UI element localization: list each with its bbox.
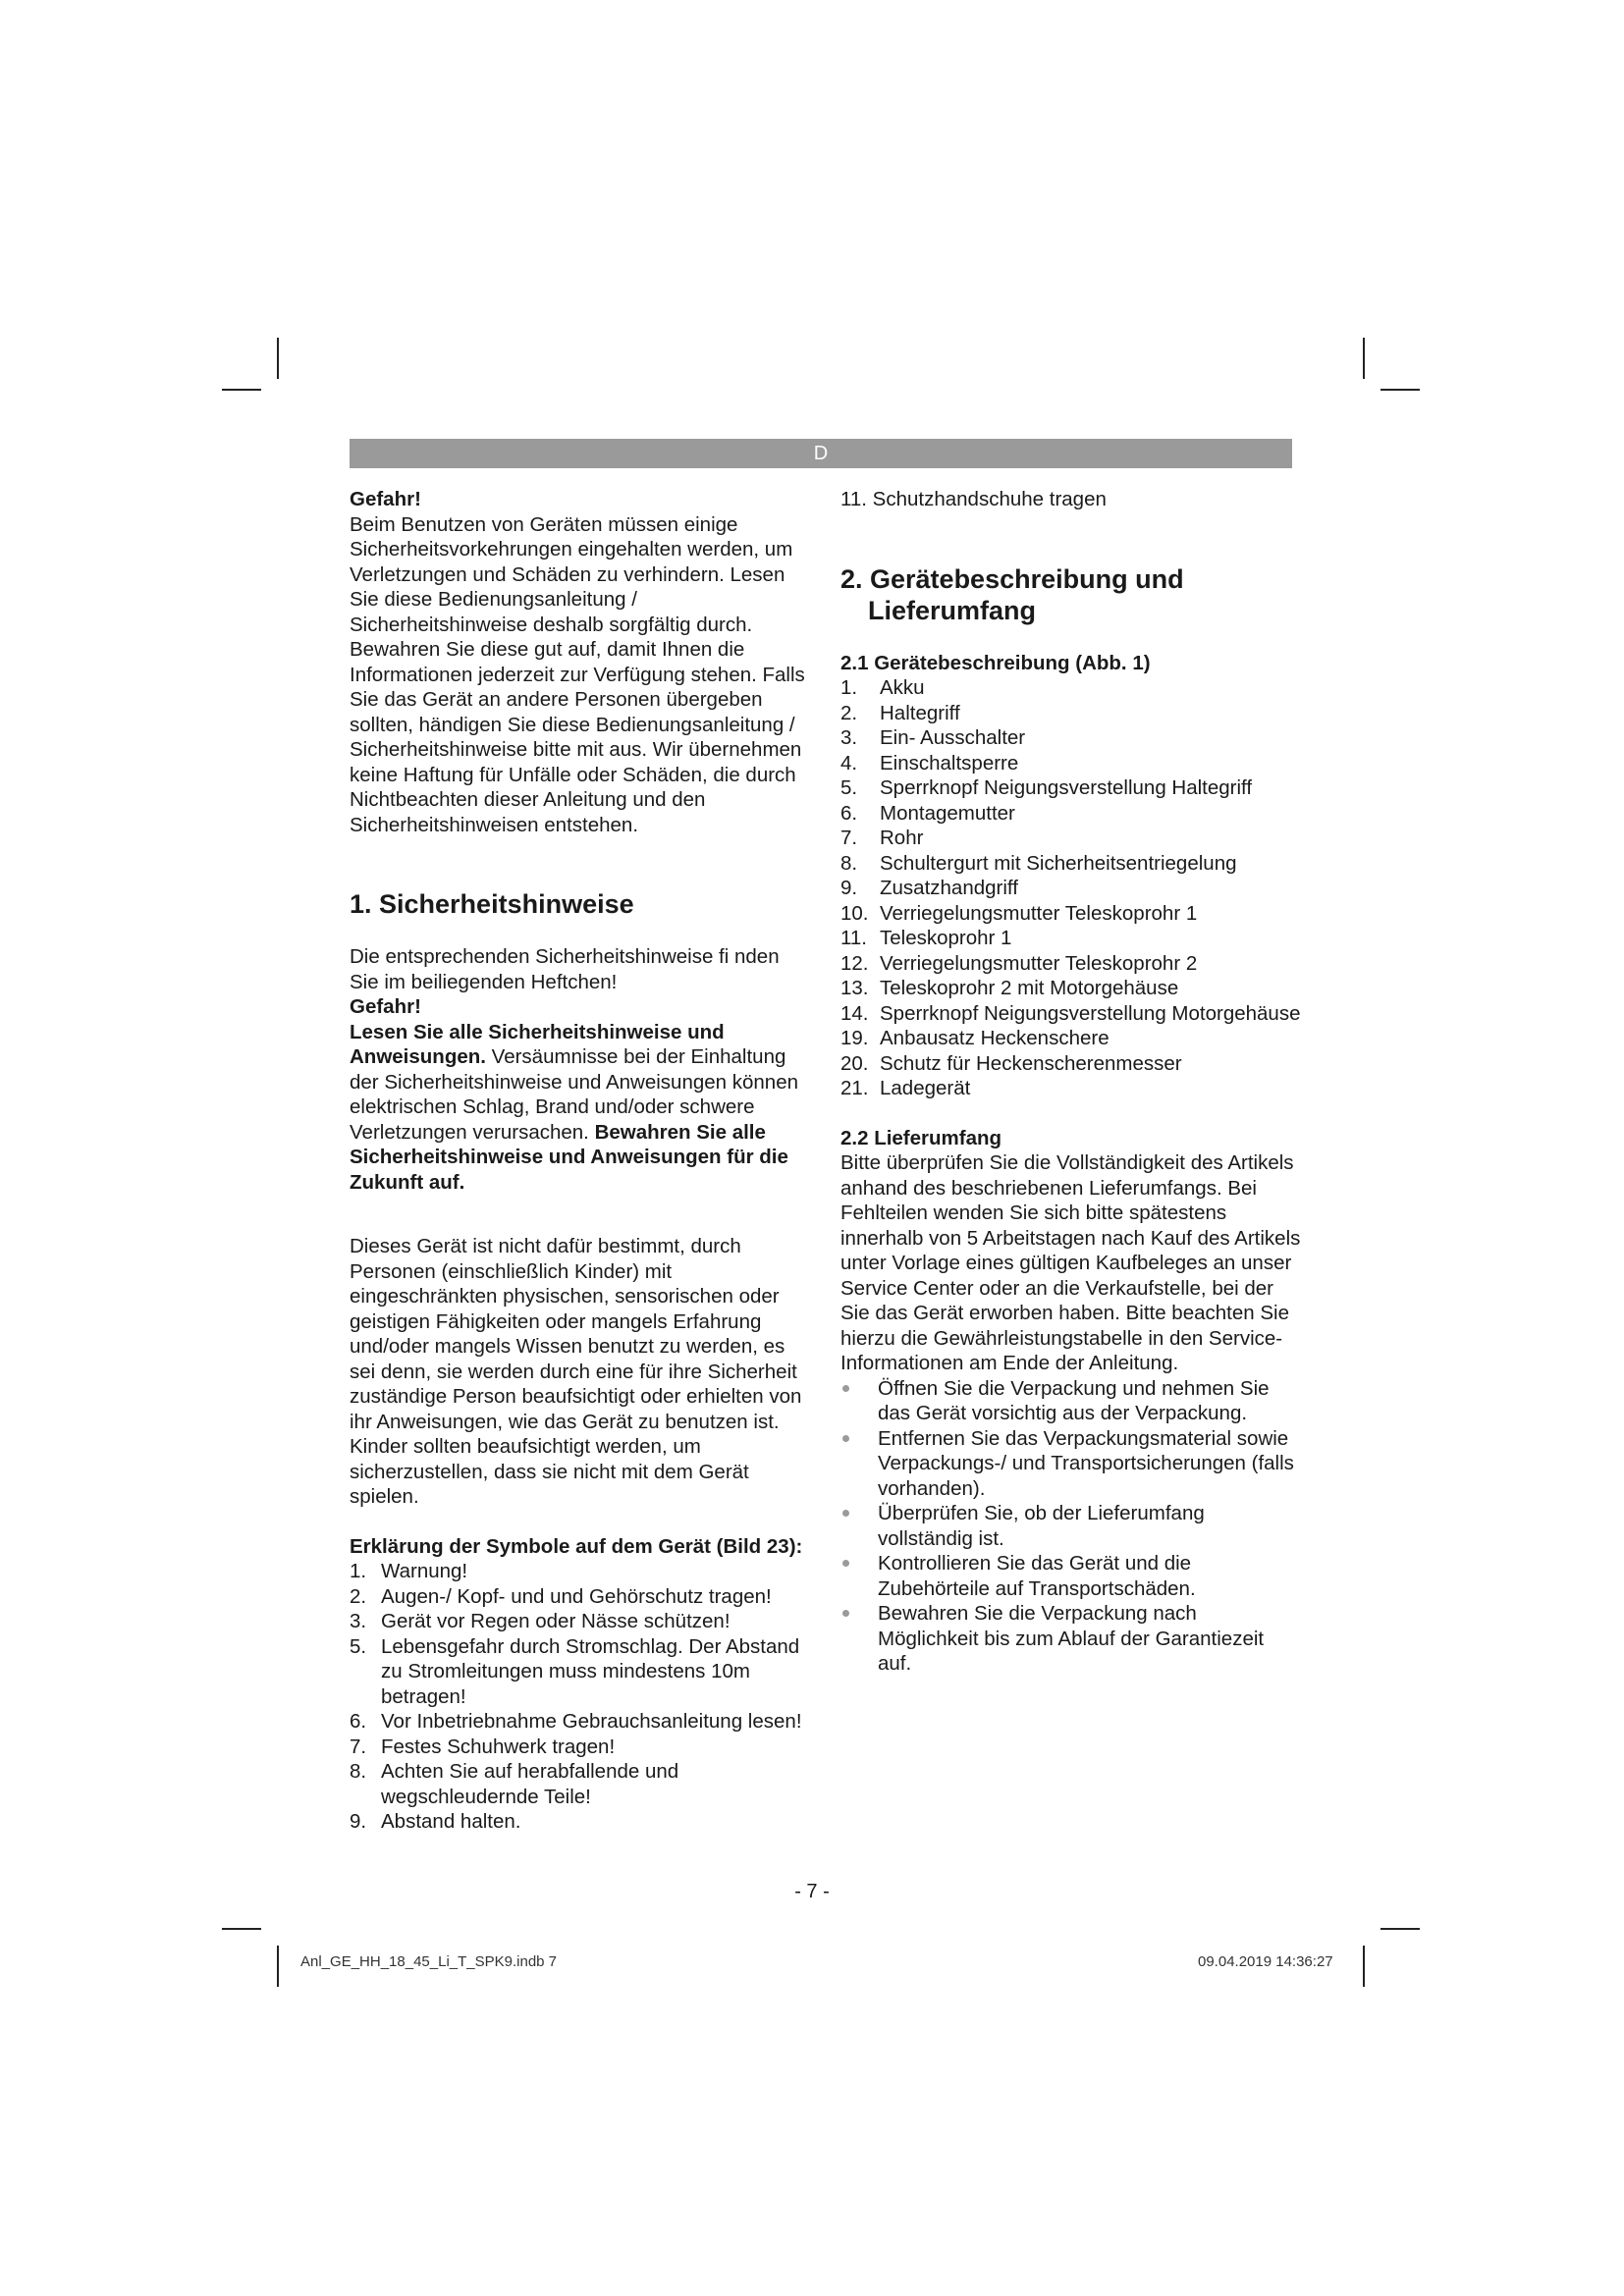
warning-bold-1: Lesen Sie alle Sicherheitshinweise und Anweisungen. — [350, 1020, 725, 1068]
section2-heading: 2. Gerätebeschreibung und Lieferumfang — [840, 563, 1184, 625]
list-item: Entfernen Sie das Verpackungsmaterial sowie Verpackungs-/ und Transportsicherungen (falls vorhanden). — [840, 1426, 1302, 1502]
symbol-item-11: 11. Schutzhandschuhe tragen — [840, 488, 1107, 510]
list-item: 5. Lebensgefahr durch Stromschlag. Der Abstand zu Stromleitungen muss mindestens 10m betragen! — [350, 1634, 800, 1708]
list-item: 7. Festes Schuhwerk tragen! — [350, 1735, 616, 1758]
crop-mark — [1363, 1946, 1365, 1987]
symbols-list — [350, 1559, 811, 1835]
crop-mark — [1380, 1928, 1420, 1930]
list-item: 20. Schutz für Heckenscherenmesser — [840, 1051, 1182, 1075]
warning-bold-2: Bewahren Sie alle Sicherheitshinweise und Anweisungen für die Zukunft auf. — [350, 1120, 788, 1194]
list-item: 6. Montagemutter — [840, 801, 1015, 825]
list-item: 2. Haltegriff — [840, 701, 960, 724]
crop-mark — [222, 389, 261, 391]
list-item: 19. Anbausatz Heckenschere — [840, 1027, 1110, 1049]
bullet-icon — [842, 1610, 849, 1617]
warning-text: Versäumnisse bei der Einhaltung der Sicherheitshinweise und Anweisungen können elektrischen Schlag, Brand und/oder schwere Verletzungen verursachen. — [350, 1045, 799, 1144]
language-label: D — [813, 443, 829, 464]
page-number: - 7 - — [794, 1881, 830, 1902]
list-item: 4. Einschaltsperre — [840, 751, 1019, 774]
list-item: 13. Teleskoprohr 2 mit Motorgehäuse — [840, 977, 1179, 999]
warning-paragraph — [350, 1020, 811, 1196]
list-item: 2. Augen-/ Kopf- und und Gehörschutz tragen! — [350, 1584, 772, 1608]
bullet-icon — [842, 1435, 849, 1442]
crop-mark — [222, 1928, 261, 1930]
list-item: 1. Warnung! — [350, 1560, 468, 1582]
section1-heading: 1. Sicherheitshinweise — [350, 889, 634, 919]
crop-mark — [277, 1946, 279, 1987]
list-item: 5. Sperrknopf Neigungsverstellung Haltegriff — [840, 776, 1253, 799]
list-item: 8. Schultergurt mit Sicherheitsentriegelung — [840, 851, 1237, 875]
crop-mark — [277, 338, 279, 379]
list-item: 3. Gerät vor Regen oder Nässe schützen! — [350, 1610, 731, 1632]
list-item: 11. Teleskoprohr 1 — [840, 927, 1012, 949]
list-item: 6. Vor Inbetriebnahme Gebrauchsanleitung lesen! — [350, 1710, 802, 1733]
unpacking-bullets — [840, 1376, 1302, 1677]
list-item: Überprüfen Sie, ob der Lieferumfang vollständig ist. — [840, 1501, 1302, 1551]
crop-mark — [1380, 389, 1420, 391]
section1-intro: Die entsprechenden Sicherheitshinweise fi nden Sie im beiliegenden Heftchen! — [350, 945, 780, 993]
list-item: 12. Verriegelungsmutter Teleskoprohr 2 — [840, 951, 1198, 975]
right-column — [840, 487, 1302, 1677]
list-item: Öffnen Sie die Verpackung und nehmen Sie das Gerät vorsichtig aus der Verpackung. — [840, 1376, 1302, 1426]
list-item: 14. Sperrknopf Neigungsverstellung Motorgehäuse — [840, 1001, 1301, 1025]
list-item: Kontrollieren Sie das Gerät und die Zubehörteile auf Transportschäden. — [840, 1551, 1302, 1601]
parts-list — [840, 675, 1302, 1101]
subsection-2-2-heading: 2.2 Lieferumfang — [840, 1126, 1002, 1149]
danger2-title: Gefahr! — [350, 995, 421, 1018]
language-header-bar — [350, 439, 1292, 468]
list-item: 3. Ein- Ausschalter — [840, 726, 1026, 749]
symbols-heading: Erklärung der Symbole auf dem Gerät (Bild 23): — [350, 1534, 803, 1558]
delivery-paragraph: Bitte überprüfen Sie die Vollständigkeit des Artikels anhand des beschriebenen Lieferumfangs. Bei Fehlteilen wenden Sie sich bitte spätestens innerhalb von 5 Arbeitstagen nach Kauf des Artikels unter Vorlage eines gültigen Kaufbeleges an unser Service Center oder an die Verkaufstelle, bei der Sie das Gerät erworben haben. Bitte beachten Sie hierzu die Gewährleistungstabelle in den Service-Informationen am Ende der Anleitung. — [840, 1151, 1301, 1374]
subsection-2-1-heading: 2.1 Gerätebeschreibung (Abb. 1) — [840, 651, 1151, 674]
list-item: 9. Zusatzhandgriff — [840, 877, 1018, 899]
footer-datetime: 09.04.2019 14:36:27 — [1198, 1953, 1333, 1970]
danger-title: Gefahr! — [350, 488, 421, 510]
list-item: 21. Ladegerät — [840, 1077, 971, 1099]
list-item: 7. Rohr — [840, 827, 924, 849]
crop-mark — [1363, 338, 1365, 379]
bullet-icon — [842, 1560, 849, 1567]
bullet-icon — [842, 1385, 849, 1392]
danger-text: Beim Benutzen von Geräten müssen einige Sicherheitsvorkehrungen eingehalten werden, um Verletzungen und Schäden zu verhindern. Lesen Sie diese Bedienungsanleitung / Sicherheitshinweise deshalb sorgfältig durch. Bewahren Sie diese gut auf, damit Ihnen die Informationen jederzeit zur Verfügung stehen. Falls Sie das Gerät an andere Personen übergeben sollten, händigen Sie diese Bedienungsanleitung / Sicherheitshinweise bitte mit aus. Wir übernehmen keine Haftung für Unfälle oder Schäden, die durch Nichtbeachten dieser Anleitung und den Sicherheitshinweisen entstehen. — [350, 512, 805, 836]
list-item: 9. Abstand halten. — [350, 1810, 521, 1833]
bullet-icon — [842, 1510, 849, 1517]
left-column — [350, 487, 811, 1835]
footer-filename: Anl_GE_HH_18_45_Li_T_SPK9.indb 7 — [300, 1953, 558, 1970]
children-paragraph: Dieses Gerät ist nicht dafür bestimmt, durch Personen (einschließlich Kinder) mit eingeschränkten physischen, sensorischen oder geistigen Fähigkeiten oder mangels Erfahrung und/oder mangels Wissen benutzt zu werden, es sei denn, sie werden durch eine für ihre Sicherheit zuständige Person beaufsichtigt oder erhielten von ihr Anweisungen, wie das Gerät zu benutzen ist. Kinder sollten beaufsichtigt werden, um sicherzustellen, dass sie nicht mit dem Gerät spielen. — [350, 1235, 802, 1508]
list-item: Bewahren Sie die Verpackung nach Möglichkeit bis zum Ablauf der Garantiezeit auf. — [840, 1601, 1302, 1677]
list-item: 1. Akku — [840, 676, 925, 699]
list-item: 8. Achten Sie auf herabfallende und wegschleudernde Teile! — [350, 1760, 679, 1808]
list-item: 10. Verriegelungsmutter Teleskoprohr 1 — [840, 901, 1198, 925]
